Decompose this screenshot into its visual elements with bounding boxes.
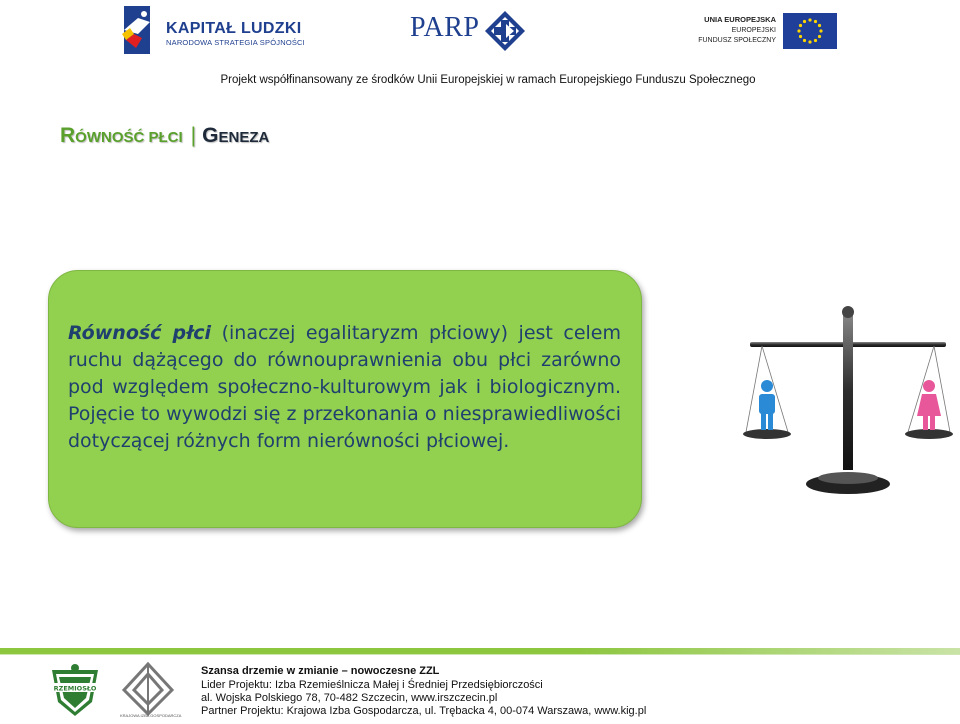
kapital-ludzki-logo-icon <box>120 4 154 56</box>
parp-logo-text: PARP <box>410 12 480 43</box>
footer-line-1: Szansa drzemie w zmianie – nowoczesne ZZL <box>201 665 440 677</box>
footer-divider <box>0 654 960 655</box>
ue-label-line2: EUROPEJSKI <box>731 27 776 34</box>
title-part1-rest: ÓWNOŚĆ PŁCI <box>75 129 183 146</box>
kapital-ludzki-subtitle: NARODOWA STRATEGIA SPÓJNOŚCI <box>166 38 305 47</box>
ue-label-line3: FUNDUSZ SPOŁECZNY <box>698 37 776 44</box>
definition-term: Równość płci <box>68 322 212 344</box>
title-separator: | <box>190 124 197 147</box>
footer-line-2: Lider Projektu: Izba Rzemieślnicza Małej i Średniej Przedsiębiorczości <box>201 679 543 691</box>
kig-logo-icon <box>118 660 178 720</box>
kapital-ludzki-title: KAPITAŁ LUDZKI <box>166 20 302 37</box>
rzemioslo-logo-icon <box>48 660 102 718</box>
footer-line-3: al. Wojska Polskiego 78, 70-482 Szczecin, www.irszczecin.pl <box>201 692 498 704</box>
ue-label-line1: UNIA EUROPEJSKA <box>704 15 776 24</box>
title-part2-initial: G <box>202 124 219 147</box>
title-part1-initial: R <box>60 124 76 147</box>
footer-line-4: Partner Projektu: Krajowa Izba Gospodarcza, ul. Trębacka 4, 00-074 Warszawa, www.kig.pl <box>201 705 647 717</box>
project-cofinancing-line: Projekt współfinansowany ze środków Unii Europejskiej w ramach Europejskiego Funduszu Społecznego <box>220 74 756 86</box>
parp-logo-icon <box>484 10 526 52</box>
balance-scale-icon <box>738 306 958 502</box>
page-title <box>60 124 269 148</box>
eu-flag-icon <box>783 13 837 49</box>
definition-body: (inaczej egalitaryzm płciowy) jest celem ruchu dążącego do równouprawnienia obu płci zarówno pod względem społeczno-kulturowym jak i biologicznym. Pojęcie to wywodzi się z przekonania o niesprawiedliwości dotyczącej różnych form nierówności płciowej. <box>68 322 622 452</box>
title-part2-rest: ENEZA <box>218 129 270 146</box>
rz-logo-text: RZEMIOSŁO <box>53 684 97 693</box>
kig-caption: KRAJOWA IZBA GOSPODARCZA <box>120 713 182 718</box>
definition-text <box>68 320 621 455</box>
